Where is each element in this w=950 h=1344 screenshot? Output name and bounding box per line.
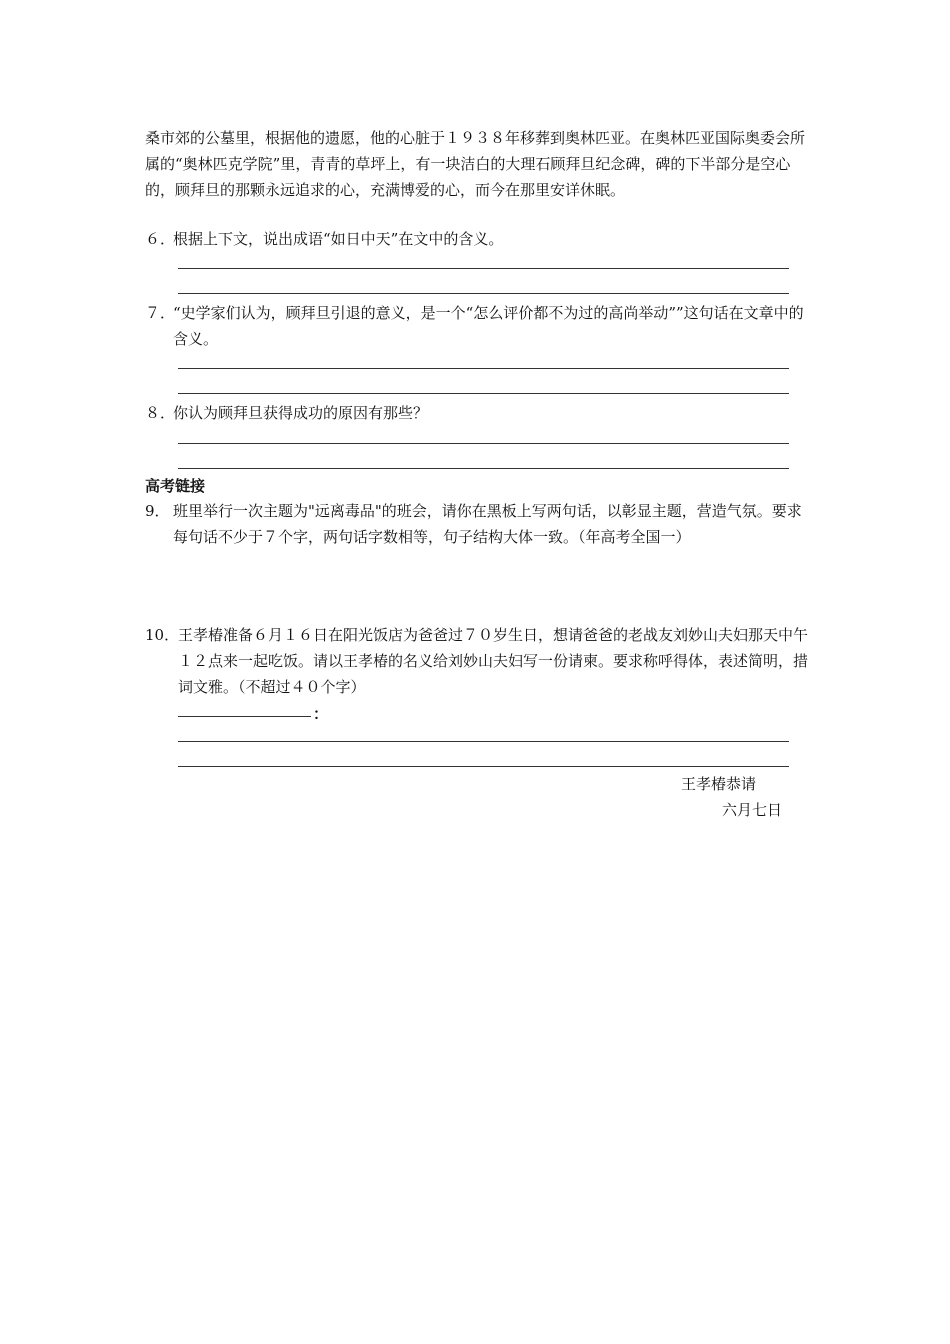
answer-line[interactable] bbox=[178, 468, 789, 469]
salutation-blank[interactable] bbox=[178, 716, 311, 717]
question-6 bbox=[145, 226, 810, 252]
section-heading: 高考链接 bbox=[145, 477, 206, 495]
invitation-date: 六月七日 bbox=[722, 801, 783, 819]
answer-line[interactable] bbox=[178, 393, 789, 394]
question-text: “史学家们认为，顾拜旦引退的意义，是一个“怎么评价都不为过的高尚举动””这句话在文章中的含义。 bbox=[173, 304, 804, 348]
answer-line[interactable] bbox=[178, 443, 789, 444]
question-10 bbox=[145, 622, 810, 700]
invitation-signature: 王孝椿恭请 bbox=[681, 775, 757, 793]
answer-line[interactable] bbox=[178, 368, 789, 369]
question-number: 10． bbox=[145, 626, 180, 644]
question-9 bbox=[145, 498, 810, 550]
question-text: 班里举行一次主题为"远离毒品"的班会，请你在黑板上写两句话，以彰显主题，营造气氛。要求每句话不少于７个字，两句话字数相等，句子结构大体一致。（年高考全国一） bbox=[173, 502, 802, 546]
answer-line[interactable] bbox=[178, 293, 789, 294]
question-number: ８． bbox=[145, 404, 176, 422]
answer-line[interactable] bbox=[178, 741, 789, 742]
question-7 bbox=[145, 300, 810, 352]
question-number: ６． bbox=[145, 230, 176, 248]
question-number: 9． bbox=[145, 502, 170, 520]
question-text: 根据上下文，说出成语“如日中天”在文中的含义。 bbox=[173, 230, 504, 248]
question-8 bbox=[145, 400, 810, 426]
answer-line[interactable] bbox=[178, 766, 789, 767]
answer-line[interactable] bbox=[178, 268, 789, 269]
question-number: ７． bbox=[145, 304, 176, 322]
question-text: 你认为顾拜旦获得成功的原因有那些？ bbox=[173, 404, 429, 422]
intro-paragraph: 桑市郊的公墓里，根据他的遗愿，他的心脏于１９３８年移葬到奥林匹亚。在奥林匹亚国际奥委会所属的“奥林匹克学院”里，青青的草坪上，有一块洁白的大理石顾拜旦纪念碑，碑的下半部分是空心的，顾拜旦的那颗永远追求的心，充满博爱的心，而今在那里安详休眠。 bbox=[145, 129, 806, 199]
question-text: 王孝椿准备６月１６日在阳光饭店为爸爸过７０岁生日，想请爸爸的老战友刘妙山夫妇那天中午１２点来一起吃饭。请以王孝椿的名义给刘妙山夫妇写一份请柬。要求称呼得体，表述简明，措词文雅。（不超过４０个字） bbox=[178, 626, 809, 696]
salutation-colon: ： bbox=[313, 705, 329, 723]
